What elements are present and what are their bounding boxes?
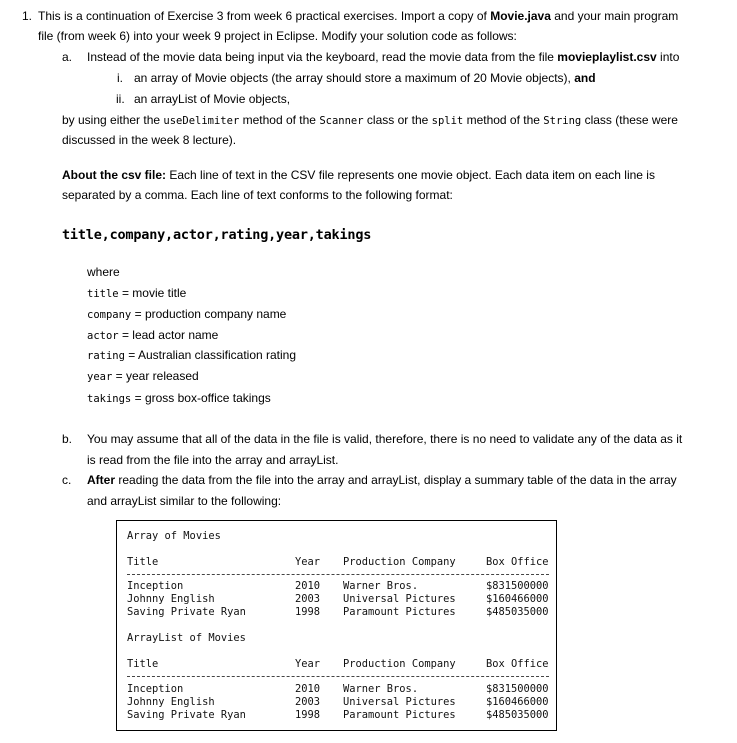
where-item-takings: [87, 391, 271, 405]
sub-ii-text: an arrayList of Movie objects,: [134, 92, 291, 106]
about-line2: separated by a comma. Each line of text conforms to the following format:: [62, 188, 453, 202]
list-separator: [127, 676, 549, 677]
field-takings: takings: [87, 393, 132, 405]
where-item-title: [87, 286, 186, 300]
item1-text-pre: This is a continuation of Exercise 3 from week 6 practical exercises. Import a copy of: [38, 9, 491, 23]
array-header-title: Title: [127, 556, 159, 568]
list-header-year: Year: [295, 658, 321, 670]
array-row-office: $831500000: [486, 580, 549, 592]
array-header-year: Year: [295, 556, 321, 568]
where-item-rating: [87, 348, 296, 362]
field-company: company: [87, 309, 132, 321]
list-row-title: Inception: [127, 683, 184, 695]
part-c-line1: [87, 473, 677, 487]
array-header-office: Box Office: [486, 556, 549, 568]
about-text: Each line of text in the CSV file represents one movie object. Each data item on each line is: [166, 168, 655, 182]
field-year-desc: = year released: [112, 369, 199, 383]
part-a-text-post: into: [656, 50, 680, 64]
array-row-company: Warner Bros.: [343, 580, 419, 592]
csv-filename: movieplaylist.csv: [557, 50, 657, 64]
by-using-line: [62, 113, 678, 127]
code-usedelimiter: useDelimiter: [163, 115, 240, 127]
by-text-mid1: method of the: [239, 113, 320, 127]
list-row-office: $160466000: [486, 696, 549, 708]
movie-java-filename: Movie.java: [490, 9, 551, 23]
list-header-title: Title: [127, 658, 159, 670]
array-row-company: Paramount Pictures: [343, 606, 456, 618]
array-row-company: Universal Pictures: [343, 593, 456, 605]
array-row-year: 2010: [295, 580, 321, 592]
array-row-title: Inception: [127, 580, 184, 592]
csv-format-line: title,company,actor,rating,year,takings: [62, 227, 372, 243]
where-heading: where: [87, 265, 120, 279]
part-b-line2: is read from the file into the array and arrayList.: [87, 453, 339, 467]
item1-line2: file (from week 6) into your week 9 project in Eclipse. Modify your solution code as follows:: [38, 29, 517, 43]
array-separator: [127, 574, 549, 575]
about-heading: About the csv file:: [62, 168, 167, 182]
item1-text-post: and your main program: [550, 9, 679, 23]
by-text-pre: by using either the: [62, 113, 164, 127]
array-heading: Array of Movies: [127, 530, 221, 542]
field-rating-desc: = Australian classification rating: [124, 348, 297, 362]
code-split: split: [431, 115, 464, 127]
by-using-line2: discussed in the week 8 lecture).: [62, 133, 237, 147]
where-item-actor: [87, 328, 218, 342]
list-header-company: Production Company: [343, 658, 456, 670]
field-title-desc: = movie title: [118, 286, 187, 300]
array-row-title: Saving Private Ryan: [127, 606, 246, 618]
sub-i-body: an array of Movie objects (the array should store a maximum of 20 Movie objects),: [134, 71, 575, 85]
list-row-office: $485035000: [486, 709, 549, 721]
array-row-office: $485035000: [486, 606, 549, 618]
list-row-company: Warner Bros.: [343, 683, 419, 695]
list-header-office: Box Office: [486, 658, 549, 670]
array-row-title: Johnny English: [127, 593, 215, 605]
array-header-company: Production Company: [343, 556, 456, 568]
sub-i-text: [134, 71, 596, 85]
field-year: year: [87, 371, 113, 383]
where-item-year: [87, 369, 199, 383]
array-row-office: $160466000: [486, 593, 549, 605]
sub-ii-marker: ii.: [116, 92, 125, 106]
array-row-year: 2003: [295, 593, 321, 605]
by-text-mid3: method of the: [463, 113, 544, 127]
part-a-text-pre: Instead of the movie data being input via the keyboard, read the movie data from the file: [87, 50, 558, 64]
console-output-box: [116, 520, 557, 731]
sub-i-and: and: [574, 71, 596, 85]
about-line1: [62, 168, 655, 182]
list-row-title: Johnny English: [127, 696, 215, 708]
list-row-title: Saving Private Ryan: [127, 709, 246, 721]
part-a-line: [87, 50, 679, 64]
part-c-text: reading the data from the file into the array and arrayList, display a summary table of the data in the array: [115, 473, 677, 487]
field-company-desc: = production company name: [131, 307, 287, 321]
field-actor-desc: = lead actor name: [118, 328, 219, 342]
where-item-company: [87, 307, 286, 321]
part-c-line2: and arrayList similar to the following:: [87, 494, 282, 508]
list-row-company: Paramount Pictures: [343, 709, 456, 721]
code-string: String: [543, 115, 582, 127]
item1-line1: [38, 9, 678, 23]
part-c-after: After: [87, 473, 116, 487]
part-b-letter: b.: [62, 432, 73, 446]
list-row-year: 1998: [295, 709, 321, 721]
by-text-post: class (these were: [581, 113, 678, 127]
list-heading: ArrayList of Movies: [127, 632, 246, 644]
part-b-line1: You may assume that all of the data in the file is valid, therefore, there is no need to validate any of the data as it: [87, 432, 683, 446]
list-row-year: 2010: [295, 683, 321, 695]
field-takings-desc: = gross box-office takings: [131, 391, 271, 405]
sub-i-marker: i.: [117, 71, 123, 85]
list-row-office: $831500000: [486, 683, 549, 695]
list-row-year: 2003: [295, 696, 321, 708]
by-text-mid2: class or the: [363, 113, 432, 127]
list-row-company: Universal Pictures: [343, 696, 456, 708]
part-a-letter: a.: [62, 50, 73, 64]
field-title: title: [87, 288, 119, 300]
part-c-letter: c.: [62, 473, 72, 487]
item-number: 1.: [22, 9, 33, 23]
array-row-year: 1998: [295, 606, 321, 618]
field-rating: rating: [87, 350, 125, 362]
code-scanner: Scanner: [319, 115, 364, 127]
field-actor: actor: [87, 330, 119, 342]
